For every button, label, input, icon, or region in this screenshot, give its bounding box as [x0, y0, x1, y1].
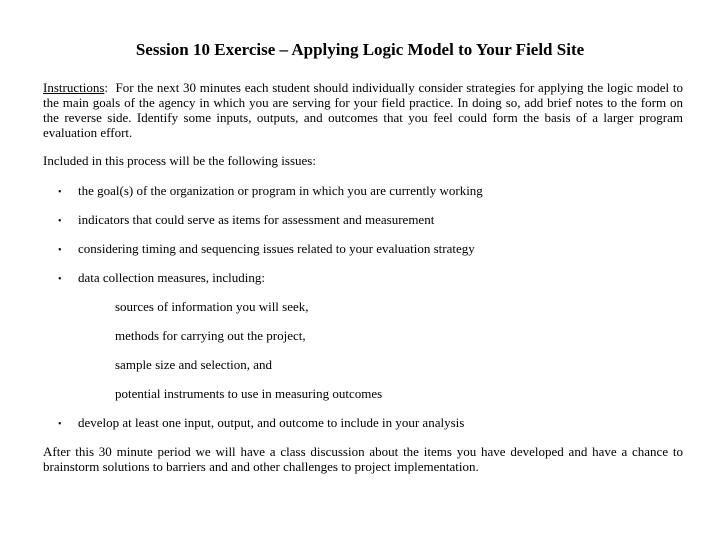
closing-paragraph: After this 30 minute period we will have a class discussion about the items you have developed and have a chance to brainstorm solutions to barriers and and other challenges to project implementation. [43, 444, 683, 474]
page-title: Session 10 Exercise – Applying Logic Model to Your Field Site [135, 40, 585, 59]
list-item-text: develop at least one input, output, and outcome to include in your analysis [78, 415, 465, 430]
bullet-icon: • [58, 187, 62, 198]
sub-list-item: potential instruments to use in measuring outcomes [115, 386, 383, 401]
instructions-colon: : [104, 80, 109, 95]
instructions-paragraph [43, 80, 683, 140]
list-item-text: data collection measures, including: [78, 270, 265, 285]
bullet-icon: • [58, 419, 62, 430]
bullet-icon: • [58, 274, 62, 285]
list-item [58, 183, 698, 200]
sub-list-item: sources of information you will seek, [115, 299, 309, 314]
list-item [58, 415, 698, 432]
sub-list-item: sample size and selection, and [115, 357, 273, 372]
list-item-text: indicators that could serve as items for assessment and measurement [78, 212, 435, 227]
instructions-text: For the next 30 minutes each student should individually consider strategies for applying the logic model to the main goals of the agency in which you are serving for your field practice. In doing so, add brief notes to the form on the reverse side. Identify some inputs, outputs, and outcomes that you feel could form the basis of a larger program evaluation effort. [43, 80, 683, 140]
list-item [58, 270, 698, 287]
bullet-icon: • [58, 245, 62, 256]
instructions-label: Instructions [43, 80, 105, 95]
included-paragraph: Included in this process will be the following issues: [43, 153, 316, 168]
list-item [58, 212, 698, 229]
list-item [58, 241, 698, 258]
list-item-text: considering timing and sequencing issues related to your evaluation strategy [78, 241, 475, 256]
sub-list-item: methods for carrying out the project, [115, 328, 306, 343]
list-item-text: the goal(s) of the organization or program in which you are currently working [78, 183, 483, 198]
bullet-icon: • [58, 216, 62, 227]
